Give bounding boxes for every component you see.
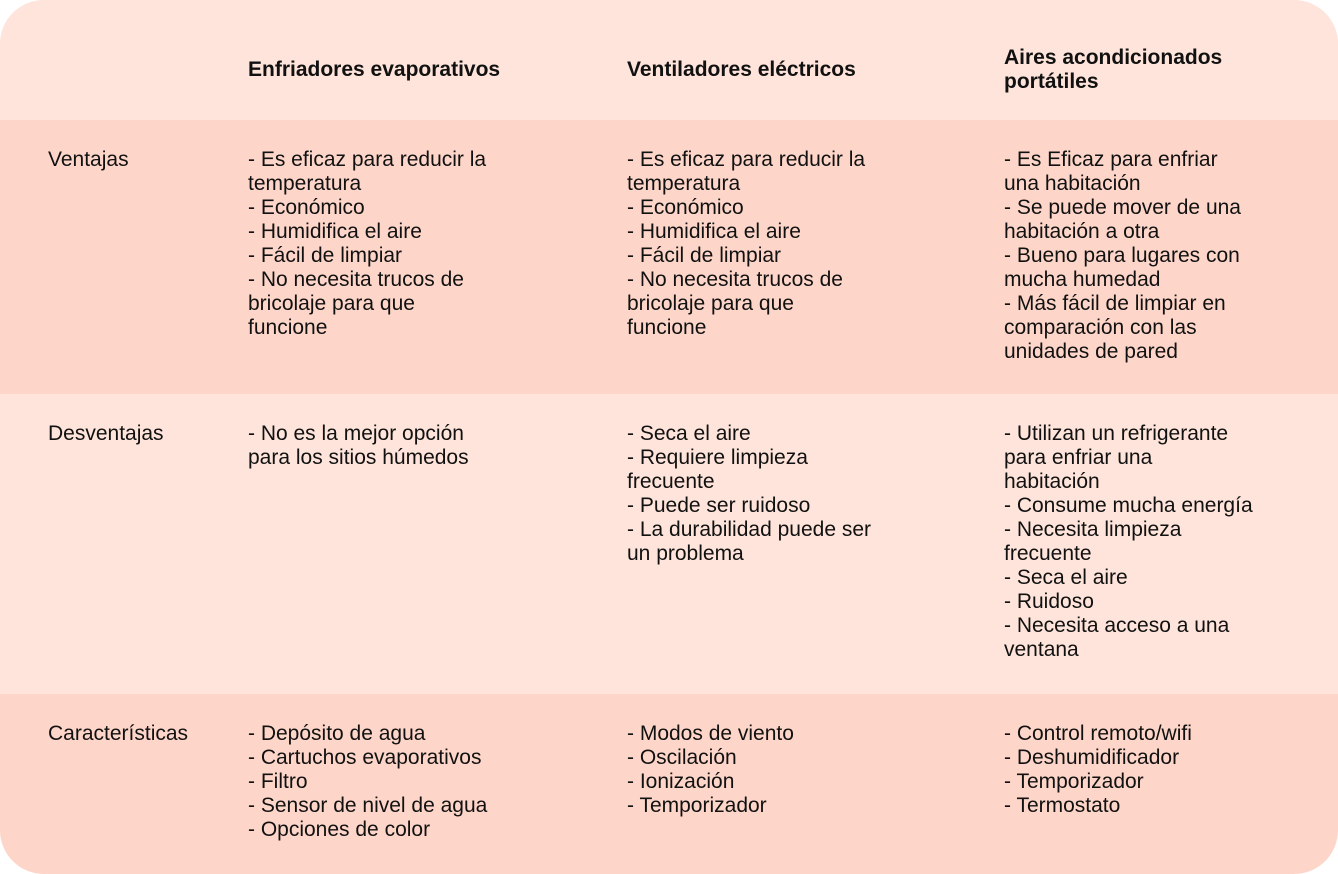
disadvantages-electric-fans: - Seca el aire - Requiere limpieza frecuente - Puede ser ruidoso - La durabilidad puede ser un problema	[627, 422, 872, 565]
features-portable-air-conditioners: - Control remoto/wifi - Deshumidificador - Temporizador - Termostato	[1004, 722, 1192, 817]
table-row-disadvantages	[0, 394, 1338, 694]
header-electric-fans: Ventiladores eléctricos	[627, 58, 856, 81]
advantages-evaporative-coolers: - Es eficaz para reducir la temperatura - Económico - Humidifica el aire - Fácil de limpiar - No necesita trucos de bricolaje para que funcione	[248, 148, 487, 339]
table-header-row	[0, 0, 1338, 120]
header-evaporative-coolers: Enfriadores evaporativos	[248, 58, 501, 81]
disadvantages-portable-air-conditioners: - Utilizan un refrigerante para enfriar una habitación - Consume mucha energía - Necesita limpieza frecuente - Seca el aire - Ruidoso - Necesita acceso a una ventana	[1004, 422, 1253, 661]
features-evaporative-coolers: - Depósito de agua - Cartuchos evaporativos - Filtro - Sensor de nivel de agua - Opciones de color	[248, 722, 488, 841]
table-row-features	[0, 694, 1338, 874]
table-row-advantages	[0, 120, 1338, 394]
row-label-advantages: Ventajas	[48, 148, 129, 171]
row-label-features: Características	[48, 722, 189, 745]
advantages-electric-fans: - Es eficaz para reducir la temperatura - Económico - Humidifica el aire - Fácil de limpiar - No necesita trucos de bricolaje para que funcione	[627, 148, 866, 339]
features-electric-fans: - Modos de viento - Oscilación - Ionización - Temporizador	[627, 722, 794, 817]
disadvantages-evaporative-coolers: - No es la mejor opción para los sitios húmedos	[248, 422, 469, 469]
row-label-disadvantages: Desventajas	[48, 422, 164, 445]
advantages-portable-air-conditioners: - Es Eficaz para enfriar una habitación - Se puede mover de una habitación a otra - Bueno para lugares con mucha humedad - Más fácil de limpiar en comparación con las unidades de pared	[1004, 148, 1241, 363]
header-portable-air-conditioners: Aires acondicionados portátiles	[1004, 46, 1223, 93]
